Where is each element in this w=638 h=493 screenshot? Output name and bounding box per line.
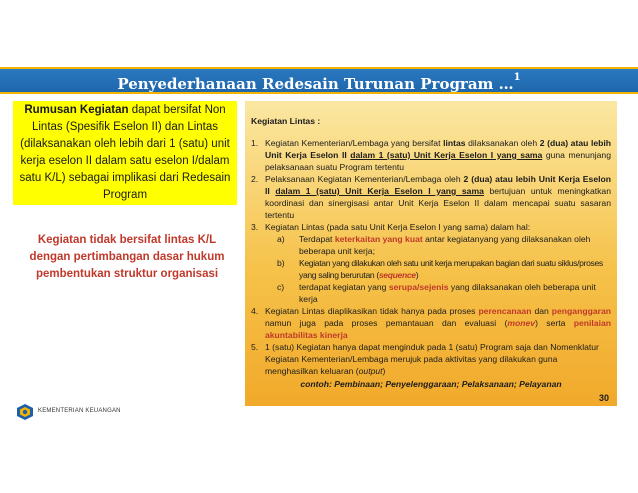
text-segment: yang dilaksanakan oleh beberapa unit kerja <box>299 282 596 304</box>
text-segment: 1 (satu) Kegiatan hanya dapat menginduk pada 1 (satu) Program saja dan Nomenklatur Kegiatan Kementerian/Lembaga merujuk pada aktivitas yang dilakukan guna menghasilkan keluaran ( <box>265 342 599 376</box>
sub-item-letter: c) <box>277 282 285 292</box>
text-bold: 2 (dua) atau lebih Unit Kerja Eselon II <box>265 174 611 196</box>
item-number: 1. <box>251 138 259 148</box>
item-number: 4. <box>251 306 259 316</box>
item-number: 2. <box>251 174 259 184</box>
item-text <box>265 341 611 377</box>
sub-item-text <box>299 233 611 257</box>
title-footnote: 1 <box>513 72 521 83</box>
text-segment: ) serta <box>535 318 574 328</box>
definition-term: Rumusan Kegiatan <box>24 104 129 116</box>
text-segment: dilaksanakan oleh <box>465 138 540 148</box>
sub-item <box>265 233 611 257</box>
text-bold: 2 (dua) atau lebih Unit Kerja Eselon II <box>265 138 612 160</box>
text-highlight: serupa/sejenis <box>388 282 449 292</box>
text-segment: Kegiatan Lintas diaplikasikan tidak hanya pada proses <box>265 306 479 316</box>
definition-text: dapat bersifat Non Lintas (Spesifik Eselon II) dan Lintas (dilaksanakan oleh lebih dari 1 (satu) unit kerja eselon II dalam satu eselon I/dalam satu K/L) sebagai implikasi dari Redesain Program <box>19 104 231 201</box>
sub-item-text <box>299 257 611 281</box>
page-number: 30 <box>598 393 609 403</box>
text-segment: ) <box>382 366 386 376</box>
text-segment: Pelaksanaan Kegiatan Kementerian/Lembaga oleh <box>265 174 464 184</box>
example-text: contoh: Pembinaan; Penyelenggaraan; Pelaksanaan; Pelayanan <box>300 379 562 389</box>
note-text: Kegiatan tidak bersifat lintas K/L dengan pertimbangan dasar hukum pembentukan struktur organisasi <box>29 234 225 280</box>
text-bold-underline: dalam 1 (satu) Unit Kerja Eselon I yang sama <box>275 186 484 196</box>
text-segment: guna menunjang pelaksanaan suatu Program tertentu <box>265 150 611 172</box>
sub-item <box>265 257 611 281</box>
text-segment: ) <box>415 270 419 280</box>
text-highlight: sequence <box>378 270 416 280</box>
text-bold: lintas <box>443 138 466 148</box>
text-highlight: perencanaan <box>478 306 532 316</box>
list-item <box>251 221 611 233</box>
text-highlight: penganggaran <box>551 306 611 316</box>
item-text <box>265 305 611 341</box>
list-item <box>251 137 611 173</box>
list-item <box>251 173 611 221</box>
text-segment: namun juga pada proses pemantauan dan evaluasi ( <box>265 318 508 328</box>
item-number: 3. <box>251 222 259 232</box>
title-text: Penyederhanaan Redesain Turunan Program … <box>117 75 514 93</box>
text-segment: Kegiatan yang dilakukan oleh satu unit kerja merupakan bagian dari suatu siklus/proses yang saling berurutan ( <box>299 258 603 280</box>
page-title <box>0 67 638 94</box>
sub-item-letter: a) <box>277 234 285 244</box>
box-heading: Kegiatan Lintas : <box>251 116 321 126</box>
text-segment: Terdapat <box>299 234 335 244</box>
text-highlight: keterkaitan yang kuat <box>334 234 423 244</box>
text-segment: Kegiatan Kementerian/Lembaga yang bersifat <box>265 138 444 148</box>
text-highlight: monev <box>507 318 536 328</box>
item-text <box>265 173 611 221</box>
item-text <box>265 137 611 173</box>
text-bold-underline: dalam 1 (satu) Unit Kerja Eselon I yang sama <box>350 150 543 160</box>
sub-item-letter: b) <box>277 258 285 268</box>
list-item <box>251 341 611 377</box>
text-segment: bertujuan untuk meningkatkan koordinasi dan sinergisasi antar Unit Kerja Eselon II dalam mencapai suatu sasaran tertentu <box>265 186 611 220</box>
text-segment: terdapat kegiatan yang <box>299 282 389 292</box>
list-item <box>251 305 611 341</box>
text-italic: output <box>358 366 383 376</box>
definition-box <box>13 101 237 205</box>
sub-item-text <box>299 281 611 305</box>
text-highlight: penilaian akuntabilitas kinerja <box>265 318 611 340</box>
kegiatan-lintas-box <box>245 101 617 406</box>
item-text: Kegiatan Lintas (pada satu Unit Kerja Eselon I yang sama) dalam hal: <box>265 222 531 232</box>
footer-org: KEMENTERIAN KEUANGAN <box>38 408 121 414</box>
item-number: 5. <box>251 342 259 352</box>
text-segment: antar kegiatanyang yang dilaksanakan oleh beberapa unit kerja; <box>299 234 591 256</box>
text-segment: dan <box>531 306 552 316</box>
kemenkeu-emblem-icon <box>17 404 33 420</box>
sub-item <box>265 281 611 305</box>
